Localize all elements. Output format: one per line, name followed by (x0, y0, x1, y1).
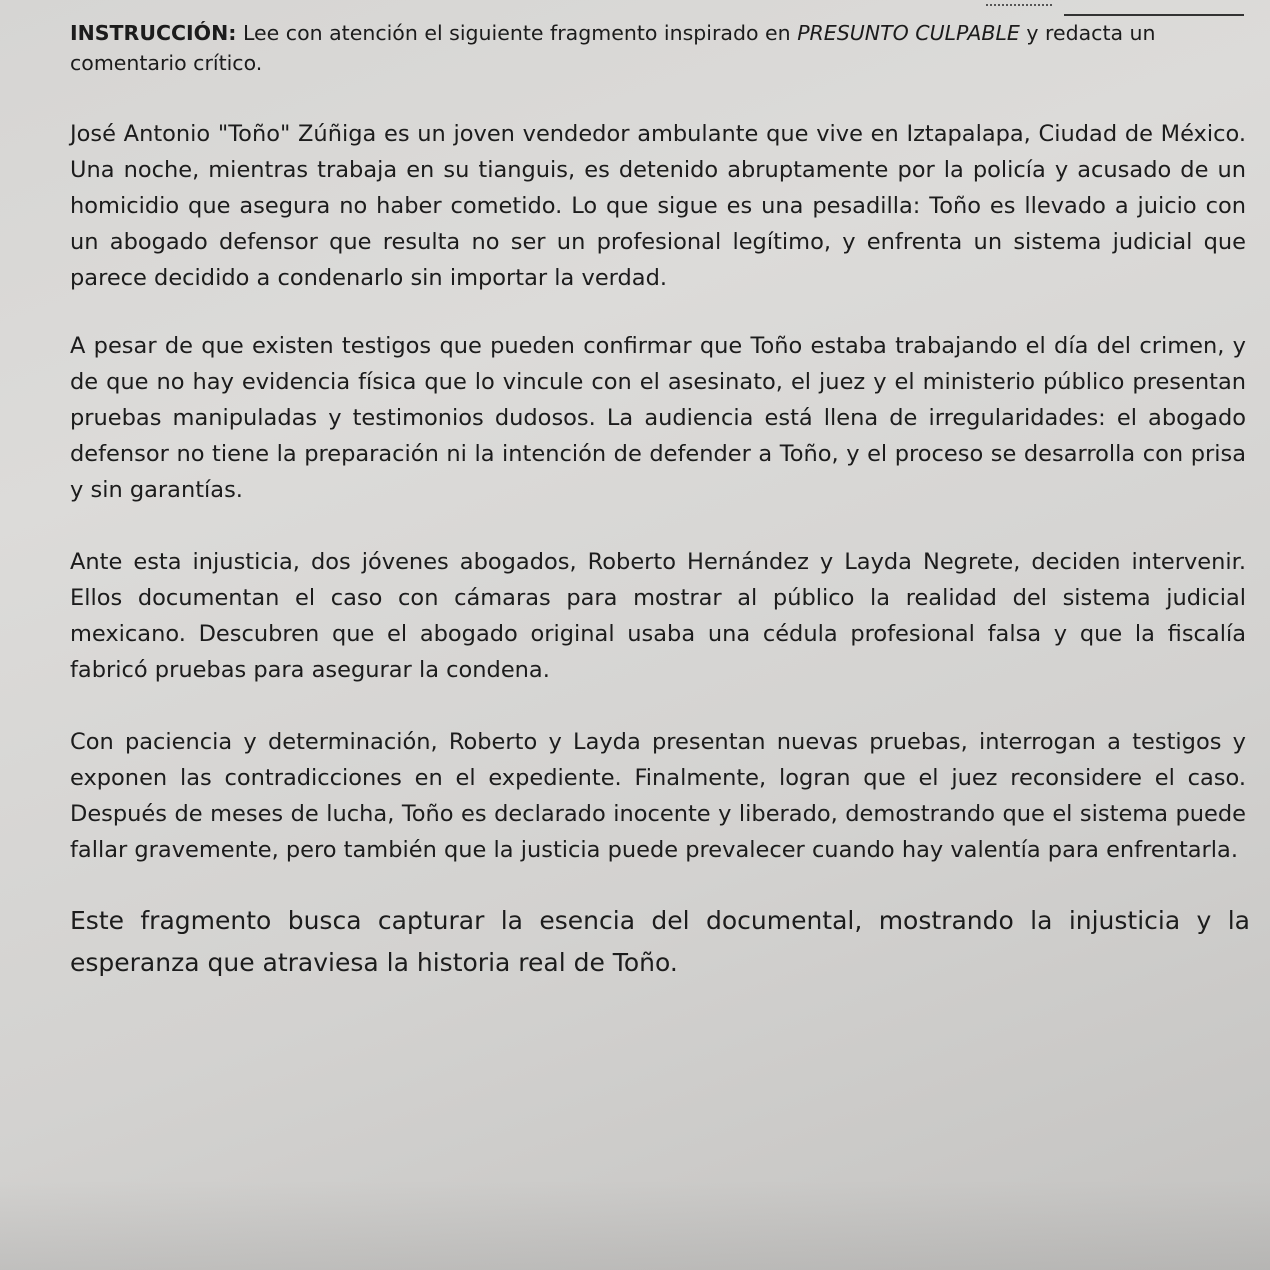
paragraph-1: José Antonio "Toño" Zúñiga es un joven vendedor ambulante que vive en Iztapalapa, Ciudad de México. Una noche, mientras trabaja en su tianguis, es detenido abruptamente por la policía y acusado de un homicidio que asegura no haber cometido. Lo que sigue es una pesadilla: Toño es llevado a juicio con un abogado defensor que resulta no ser un profesional legítimo, y enfrenta un sistema judicial que parece decidido a condenarlo sin importar la verdad. (70, 121, 1246, 291)
instruction (70, 18, 1250, 78)
paragraph-4: Con paciencia y determinación, Roberto y Layda presentan nuevas pruebas, interrogan a testigos y exponen las contradicciones en el expediente. Finalmente, logran que el juez reconsidere el caso. Después de meses de lucha, Toño es declarado inocente y liberado, demostrando que el sistema puede fallar gravemente, pero también que la justicia puede prevalecer cuando hay valentía para enfrentarla. (70, 729, 1246, 863)
paragraph-5: Este fragmento busca capturar la esencia del documental, mostrando la injusticia y la esperanza que atraviesa la historia real de Toño. (70, 906, 1250, 977)
instruction-text-after: y redacta un comentario crítico. (70, 21, 1156, 75)
paragraph-2: A pesar de que existen testigos que pueden confirmar que Toño estaba trabajando el día del crimen, y de que no hay evidencia física que lo vincule con el asesinato, el juez y el ministerio público presentan pruebas manipuladas y testimonios dudosos. La audiencia está llena de irregularidades: el abogado defensor no tiene la preparación ni la intención de defender a Toño, y el proceso se desarrolla con prisa y sin garantías. (70, 333, 1246, 503)
name-underline (1064, 14, 1244, 16)
instruction-title: PRESUNTO CULPABLE (797, 21, 1020, 45)
instruction-text-before: Lee con atención el siguiente fragmento inspirado en (243, 21, 791, 45)
paragraph-3: Ante esta injusticia, dos jóvenes abogados, Roberto Hernández y Layda Negrete, deciden intervenir. Ellos documentan el caso con cámaras para mostrar al público la realidad del sistema judicial mexicano. Descubren que el abogado original usaba una cédula profesional falsa y que la fiscalía fabricó pruebas para asegurar la condena. (70, 549, 1246, 683)
top-scribble-mark (986, 0, 1052, 6)
instruction-lead: INSTRUCCIÓN: (70, 21, 237, 45)
